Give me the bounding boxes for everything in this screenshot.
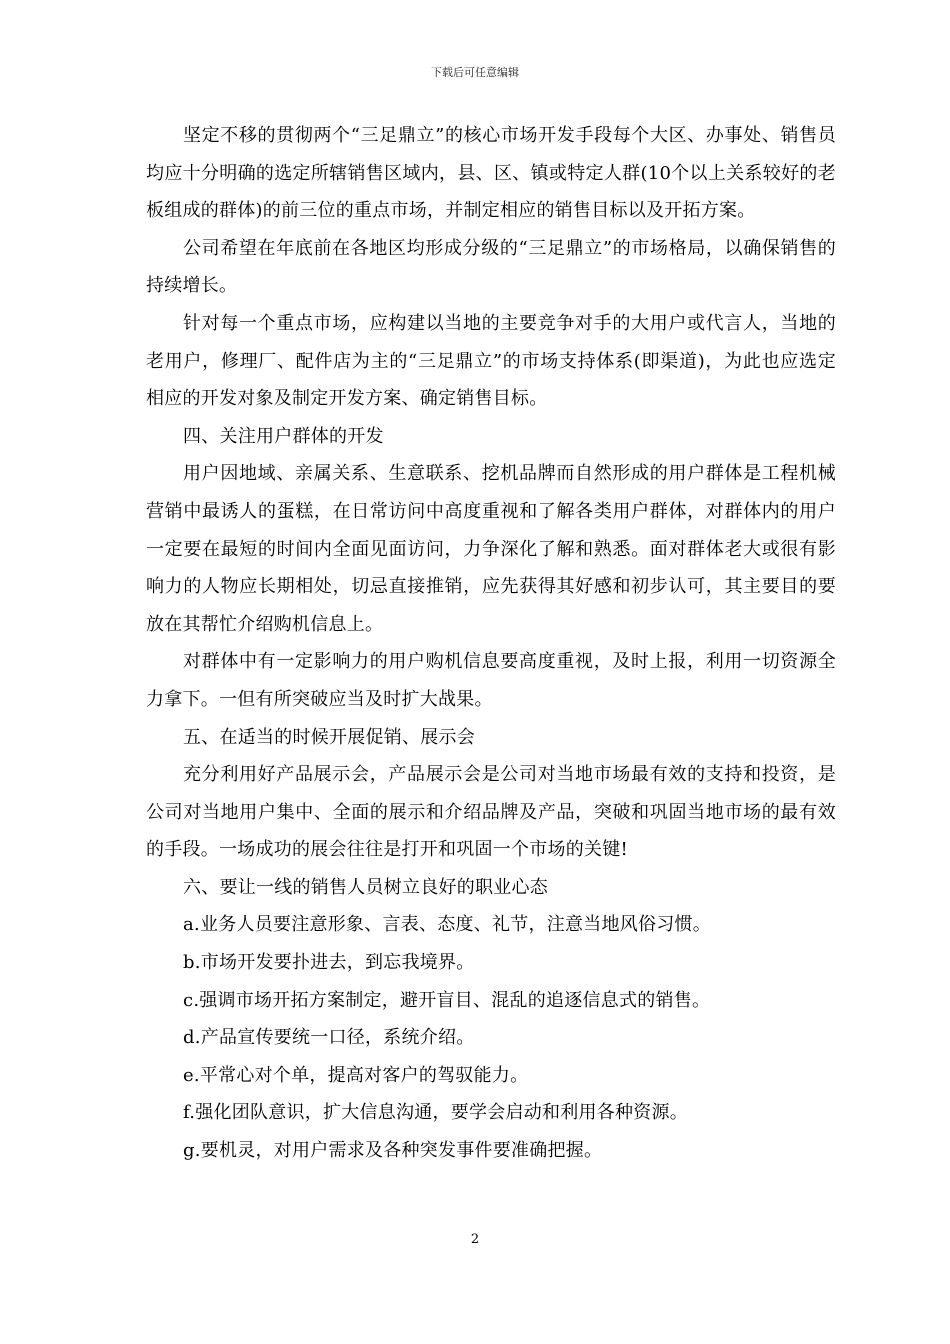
paragraph: 用户因地域、亲属关系、生意联系、挖机品牌而自然形成的用户群体是工程机械营销中最诱人的蛋糕，在日常访问中高度重视和了解各类用户群体，对群体内的用户一定要在最短的时间内全面见面访问，力争深化了解和熟悉。面对群体老大或很有影响力的人物应长期相处，切忌直接推销，应先获得其好感和初步认可，其主要目的要放在其帮忙介绍购机信息上。 [146, 463, 836, 635]
section-heading: 四、关注用户群体的开发 [183, 425, 384, 447]
list-item: a.业务人员要注意形象、言表、态度、礼节，注意当地风俗习惯。 [183, 914, 711, 936]
paragraph: 公司希望在年底前在各地区均形成分级的“三足鼎立”的市场格局，以确保销售的持续增长。 [146, 237, 836, 297]
list-item: c.强调市场开拓方案制定，避开盲目、混乱的追逐信息式的销售。 [183, 989, 711, 1011]
list-item: f.强化团队意识，扩大信息沟通，要学会启动和利用各种资源。 [183, 1102, 688, 1124]
paragraph: 对群体中有一定影响力的用户购机信息要高度重视，及时上报，利用一切资源全力拿下。一但有所突破应当及时扩大战果。 [146, 651, 836, 710]
page-header: 下载后可任意编辑 [431, 66, 519, 79]
section-heading: 五、在适当的时候开展促销、展示会 [183, 726, 475, 748]
document-body [146, 117, 836, 1170]
paragraph: 充分利用好产品展示会，产品展示会是公司对当地市场最有效的支持和投资，是公司对当地用户集中、全面的展示和介绍品牌及产品，突破和巩固当地市场的最有效的手段。一场成功的展会往往是打开和巩固一个市场的关键! [146, 764, 836, 861]
list-item: d.产品宣传要统一口径，系统介绍。 [183, 1027, 475, 1049]
list-item: e.平常心对个单，提高对客户的驾驭能力。 [183, 1064, 529, 1086]
paragraph: 针对每一个重点市场，应构建以当地的主要竞争对手的大用户或代言人，当地的老用户，修理厂、配件店为主的“三足鼎立”的市场支持体系(即渠道)，为此也应选定相应的开发对象及制定开发方案、确定销售目标。 [146, 312, 836, 410]
section-heading: 六、要让一线的销售人员树立良好的职业心态 [183, 876, 548, 898]
list-item: g.要机灵，对用户需求及各种突发事件要准确把握。 [183, 1140, 603, 1162]
list-item: b.市场开发要扑进去，到忘我境界。 [183, 952, 475, 974]
page-number: 2 [470, 1232, 480, 1247]
paragraph: 坚定不移的贯彻两个“三足鼎立”的核心市场开发手段每个大区、办事处、销售员均应十分明确的选定所辖销售区域内，县、区、镇或特定人群(10个以上关系较好的老板组成的群体)的前三位的重点市场，并制定相应的销售目标以及开拓方案。 [146, 125, 836, 222]
